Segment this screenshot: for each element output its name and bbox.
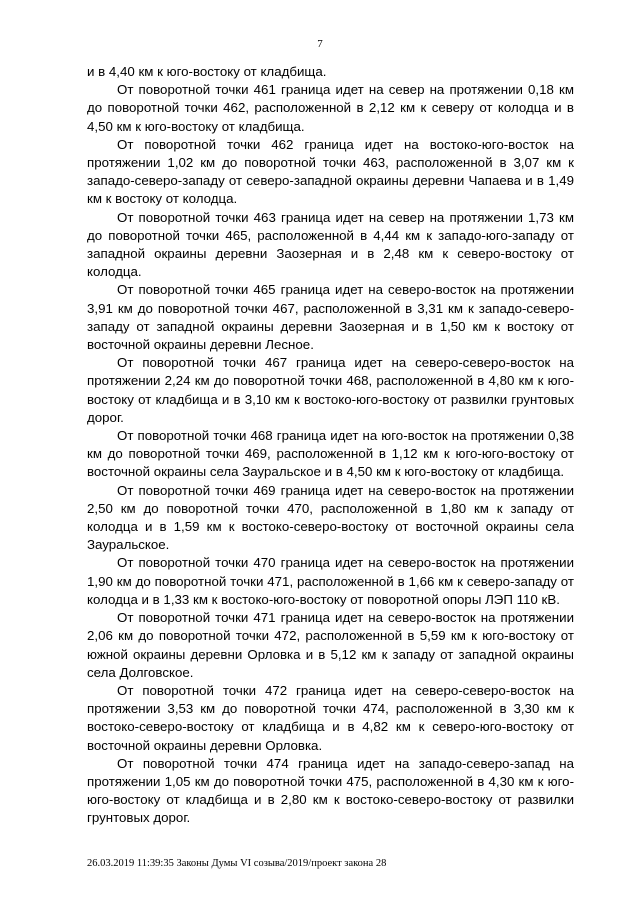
document-body xyxy=(87,63,574,828)
paragraph: и в 4,40 км к юго-востоку от кладбища. xyxy=(87,64,327,79)
document-footer: 26.03.2019 11:39:35 Законы Думы VI созыва/2019/проект закона 28 xyxy=(87,858,387,869)
paragraph: От поворотной точки 465 граница идет на северо-восток на протяжении 3,91 км до поворотной точки 467, расположенной в 3,31 км к западо-северо-западу от западной окраины деревни Заозерная и в 1,50 км к востоку от восточной окраины деревни Лесное. xyxy=(87,282,574,353)
paragraph: От поворотной точки 463 граница идет на север на протяжении 1,73 км до поворотной точки 465, расположенной в 4,44 км к западо-юго-западу от западной окраины деревни Заозерная и в 2,48 км к северо-востоку от колодца. xyxy=(87,209,574,280)
page-number: 7 xyxy=(317,38,323,50)
paragraph: От поворотной точки 471 граница идет на северо-восток на протяжении 2,06 км до поворотной точки 472, расположенной в 5,59 км к юго-востоку от южной окраины деревни Орловка и в 5,12 км к западу от западной окраины села Долговское. xyxy=(87,610,574,680)
paragraph: От поворотной точки 461 граница идет на север на протяжении 0,18 км до поворотной точки 462, расположенной в 2,12 км к северу от колодца и в 4,50 км к юго-востоку от кладбища. xyxy=(87,82,574,134)
paragraph: От поворотной точки 474 граница идет на западо-северо-запад на протяжении 1,05 км до поворотной точки 475, расположенной в 4,30 км к юго-юго-востоку от кладбища и в 2,80 км к востоко-северо-востоку от развилки грунтовых дорог. xyxy=(87,755,574,826)
paragraph: От поворотной точки 462 граница идет на востоко-юго-восток на протяжении 1,02 км до поворотной точки 463, расположенной в 3,07 км к западо-северо-западу от северо-западной окраины деревни Чапаева и в 1,49 км к востоку от колодца. xyxy=(87,136,574,207)
paragraph: От поворотной точки 469 граница идет на северо-восток на протяжении 2,50 км до поворотной точки 470, расположенной в 1,80 км к западу от колодца и в 1,59 км к востоко-северо-востоку от восточной окраины села Зауральское. xyxy=(87,482,574,553)
paragraph: От поворотной точки 468 граница идет на юго-восток на протяжении 0,38 км до поворотной точки 469, расположенной в 1,12 км к юго-юго-востоку от восточной окраины села Зауральское и в 4,50 км к юго-востоку от кладбища. xyxy=(87,428,574,480)
paragraph: От поворотной точки 467 граница идет на северо-северо-восток на протяжении 2,24 км до поворотной точки 468, расположенной в 4,80 км к юго-востоку от кладбища и в 3,10 км к востоко-юго-востоку от развилки грунтовых дорог. xyxy=(87,355,574,425)
paragraph: От поворотной точки 472 граница идет на северо-северо-восток на протяжении 3,53 км до поворотной точки 474, расположенной в 3,30 км к востоко-северо-востоку от кладбища и в 4,82 км к северо-юго-востоку от восточной окраины деревни Орловка. xyxy=(87,682,574,753)
paragraph: От поворотной точки 470 граница идет на северо-восток на протяжении 1,90 км до поворотной точки 471, расположенной в 1,66 км к северо-западу от колодца и в 1,33 км к востоко-юго-востоку от поворотной опоры ЛЭП 110 кВ. xyxy=(87,555,574,607)
